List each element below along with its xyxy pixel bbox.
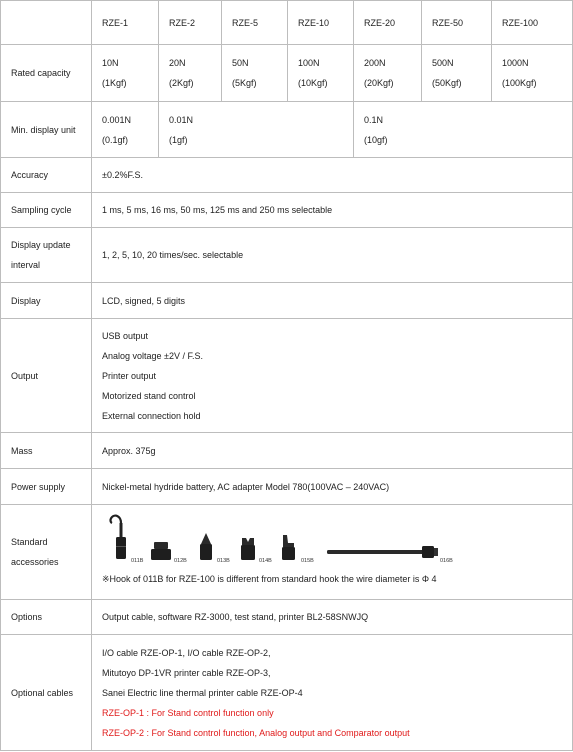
capacity-cell [492, 45, 573, 102]
cone-attachment-013b-icon [200, 533, 212, 560]
min-unit-cell [92, 102, 159, 158]
min-unit-gf: (1gf) [169, 134, 188, 145]
capacity-kgf: (100Kgf) [502, 78, 537, 88]
capacity-value: 1000N [502, 58, 529, 68]
mass-value: Approx. 375g [92, 433, 573, 469]
capacity-cell [288, 45, 354, 102]
output-item: Printer output [102, 370, 157, 381]
row-label: Sampling cycle [1, 193, 92, 228]
display-update-row [1, 228, 573, 283]
capacity-cell [222, 45, 288, 102]
part-label: 013B [217, 558, 230, 564]
header-empty-cell [1, 1, 92, 45]
model-header: RZE-5 [222, 1, 288, 45]
standard-accessories-row [1, 505, 573, 600]
capacity-value: 500N [432, 58, 454, 68]
row-label: Rated capacity [1, 45, 92, 102]
capacity-value: 10N [102, 58, 119, 68]
output-item: External connection hold [102, 410, 201, 421]
capacity-kgf: (20Kgf) [364, 78, 394, 88]
display-value: LCD, signed, 5 digits [92, 283, 573, 319]
model-header: RZE-50 [422, 1, 492, 45]
row-label: Mass [1, 433, 92, 469]
mass-row [1, 433, 573, 469]
accessories-cell [92, 505, 573, 600]
output-list [92, 319, 573, 433]
model-header: RZE-10 [288, 1, 354, 45]
min-display-unit-row [1, 102, 573, 158]
min-unit-gf: (10gf) [364, 134, 388, 145]
capacity-value: 20N [169, 58, 186, 68]
power-supply-value: Nickel-metal hydride battery, AC adapter Model 780(100VAC – 240VAC) [92, 469, 573, 505]
display-update-value: 1, 2, 5, 10, 20 times/sec. selectable [92, 228, 573, 283]
row-label: Options [1, 600, 92, 635]
min-unit-value: 0.01N [169, 114, 194, 125]
capacity-kgf: (50Kgf) [432, 78, 462, 88]
optional-cables-row [1, 635, 573, 751]
capacity-cell [159, 45, 222, 102]
row-label-line: accessories [11, 557, 59, 567]
part-label: 015B [301, 558, 314, 564]
model-header: RZE-100 [492, 1, 573, 45]
capacity-value: 100N [298, 58, 320, 68]
row-label [1, 228, 92, 283]
model-header: RZE-20 [354, 1, 422, 45]
cable-item: Mitutoyo DP-1VR printer cable RZE-OP-3, [102, 667, 271, 678]
cable-item: Sanei Electric line thermal printer cable RZE-OP-4 [102, 687, 303, 698]
output-item: Analog voltage ±2V / F.S. [102, 350, 203, 361]
accuracy-row [1, 158, 573, 193]
accuracy-value: ±0.2%F.S. [92, 158, 573, 193]
power-supply-row [1, 469, 573, 505]
row-label: Optional cables [1, 635, 92, 751]
options-row [1, 600, 573, 635]
capacity-kgf: (5Kgf) [232, 78, 257, 88]
sampling-cycle-row [1, 193, 573, 228]
row-label: Min. display unit [1, 102, 92, 158]
part-label: 011B [131, 558, 144, 564]
row-label: Power supply [1, 469, 92, 505]
part-label: 012B [174, 558, 187, 564]
model-header: RZE-2 [159, 1, 222, 45]
optional-cables-list [92, 635, 573, 751]
cable-note-red: RZE-OP-2 : For Stand control function, Analog output and Comparator output [102, 727, 410, 738]
cable-item: I/O cable RZE-OP-1, I/O cable RZE-OP-2, [102, 647, 271, 658]
extension-rod-016b-icon [327, 546, 438, 558]
row-label: Output [1, 319, 92, 433]
min-unit-cell [159, 102, 354, 158]
row-label-line: interval [11, 260, 41, 270]
min-unit-value: 0.1N [364, 114, 384, 125]
capacity-kgf: (2Kgf) [169, 78, 194, 88]
part-label: 016B [440, 558, 453, 564]
output-item: USB output [102, 330, 149, 341]
capacity-cell [354, 45, 422, 102]
model-header: RZE-1 [92, 1, 159, 45]
rated-capacity-row [1, 45, 573, 102]
flat-attachment-012b-icon [151, 542, 171, 560]
cable-note-red: RZE-OP-1 : For Stand control function only [102, 707, 274, 718]
capacity-kgf: (10Kgf) [298, 78, 328, 88]
notch-attachment-014b-icon [241, 538, 255, 560]
accessories-illustration [102, 513, 482, 571]
min-unit-gf: (0.1gf) [102, 134, 129, 145]
row-label [1, 505, 92, 600]
capacity-value: 200N [364, 58, 386, 68]
row-label: Accuracy [1, 158, 92, 193]
capacity-cell [422, 45, 492, 102]
capacity-kgf: (1Kgf) [102, 78, 127, 88]
row-label-line: Display update [11, 240, 71, 250]
row-label-line: Standard [11, 537, 48, 547]
accessories-note: ※Hook of 011B for RZE-100 is different from standard hook the wire diameter is Φ 4 [102, 574, 437, 584]
display-row [1, 283, 573, 319]
capacity-value: 50N [232, 58, 249, 68]
capacity-cell [92, 45, 159, 102]
row-label: Display [1, 283, 92, 319]
output-item: Motorized stand control [102, 390, 196, 401]
sampling-cycle-value: 1 ms, 5 ms, 16 ms, 50 ms, 125 ms and 250 ms selectable [92, 193, 573, 228]
hook-011b-icon [111, 516, 127, 559]
part-label: 014B [259, 558, 272, 564]
output-row [1, 319, 573, 433]
chisel-attachment-015b-icon [282, 535, 295, 560]
options-value: Output cable, software RZ-3000, test stand, printer BL2-58SNWJQ [92, 600, 573, 635]
header-row [1, 1, 573, 45]
min-unit-cell [354, 102, 573, 158]
min-unit-value: 0.001N [102, 114, 132, 125]
